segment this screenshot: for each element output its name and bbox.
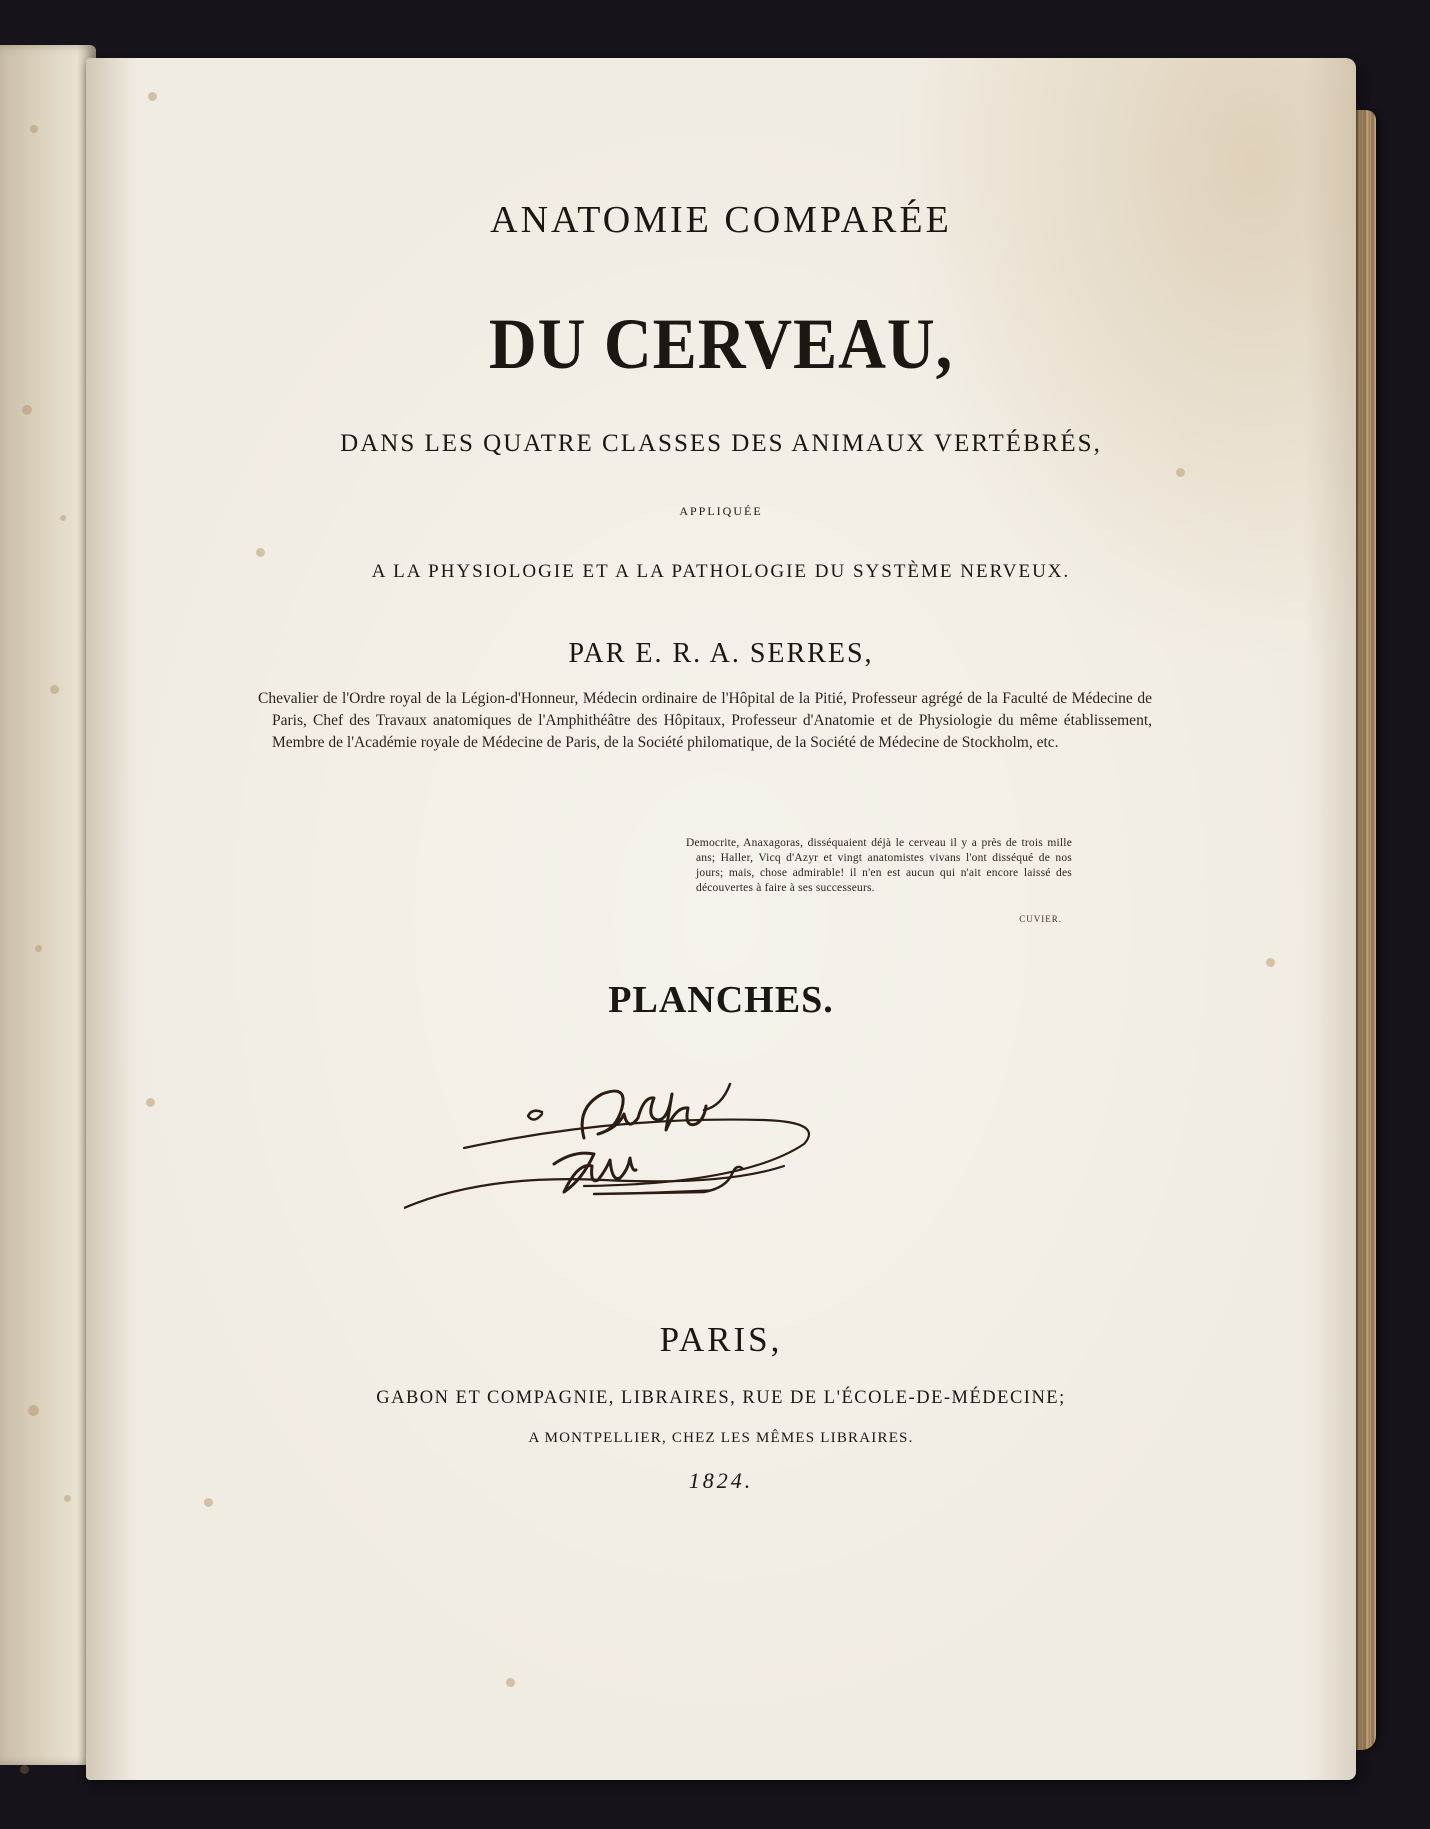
- title-page: [86, 58, 1356, 1780]
- foxing-spot: [204, 1498, 213, 1507]
- foxing-spot: [1176, 468, 1185, 477]
- foxing-spot: [256, 548, 265, 557]
- volume-label: PLANCHES.: [608, 979, 834, 1021]
- title-line-1: ANATOMIE COMPARÉE: [490, 199, 952, 241]
- imprint-publisher: GABON ET COMPAGNIE, LIBRAIRES, RUE DE L'ÉCOLE-DE-MÉDECINE;: [376, 1388, 1066, 1408]
- title-line-4: APPLIQUÉE: [679, 504, 763, 518]
- foxing-spot: [146, 1098, 155, 1107]
- imprint-secondary: A MONTPELLIER, CHEZ LES MÊMES LIBRAIRES.: [528, 1430, 914, 1446]
- epigraph-attribution: CUVIER.: [1019, 914, 1062, 924]
- epigraph: Democrite, Anaxagoras, disséquaient déjà le cerveau il y a près de trois mille ans; Haller, Vicq d'Azyr et vingt anatomistes vivans l'ont disséqué de nos jours; mais, chose admirable! il n'en est aucun qui n'ait encore laissé des découvertes à faire à ses successeurs.: [686, 837, 1072, 894]
- title-line-3: DANS LES QUATRE CLASSES DES ANIMAUX VERTÉBRÉS,: [340, 430, 1102, 457]
- facing-page-edge: [0, 45, 96, 1765]
- handwritten-signature-icon: [404, 1068, 864, 1238]
- author-credentials: Chevalier de l'Ordre royal de la Légion-d'Honneur, Médecin ordinaire de l'Hôpital de la Pitié, Professeur agrégé de la Faculté de Médecine de Paris, Chef des Travaux anatomiques de l'Amphithéâtre des Hôpitaux, Professeur d'Anatomie et de Physiologie du même établissement, Membre de l'Académie royale de Médecine de Paris, de la Société philomatique, de la Société de Médecine de Stockholm, etc.: [258, 690, 1152, 751]
- imprint-city: PARIS,: [659, 1320, 783, 1359]
- foxing-spot: [506, 1678, 515, 1687]
- title-line-2: DU CERVEAU,: [488, 304, 954, 384]
- foxing-spot: [148, 92, 157, 101]
- author-line: PAR E. R. A. SERRES,: [568, 638, 874, 669]
- foxing-spot: [1266, 958, 1275, 967]
- title-line-5: A LA PHYSIOLOGIE ET A LA PATHOLOGIE DU SYSTÈME NERVEUX.: [371, 561, 1071, 582]
- imprint-year: 1824.: [688, 1468, 754, 1493]
